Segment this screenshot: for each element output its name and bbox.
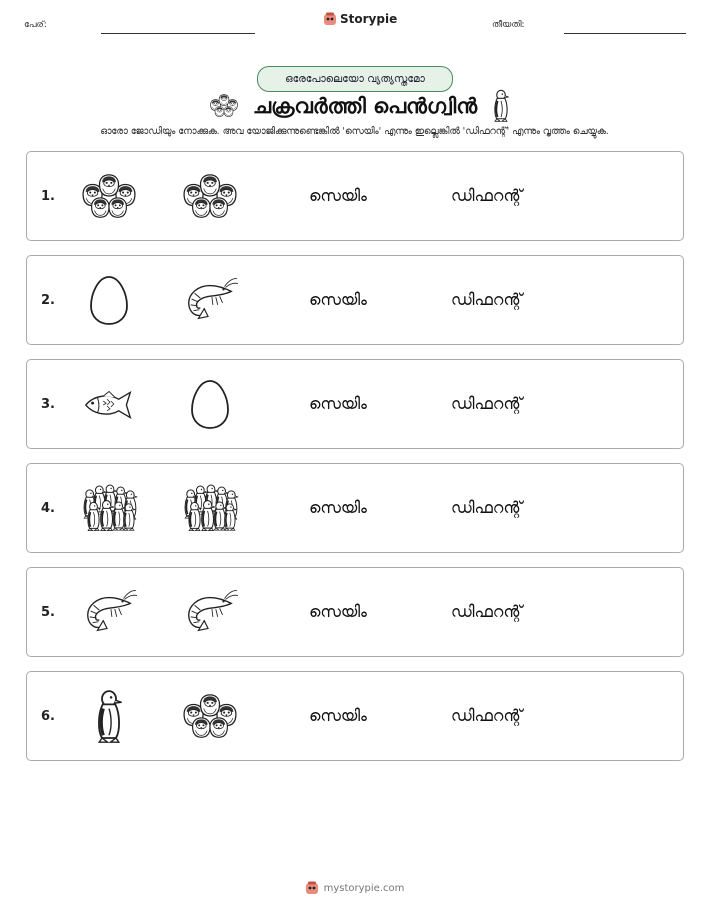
penguin-icon [491, 89, 511, 123]
same-option[interactable]: സെയിം [309, 498, 367, 517]
penguin-icon [93, 689, 125, 745]
row-number: 5. [41, 604, 55, 620]
same-option[interactable]: സെയിം [309, 394, 367, 413]
same-option[interactable]: സെയിം [309, 602, 367, 621]
exercise-row [26, 359, 684, 449]
egg-icon [190, 377, 230, 431]
date-label: തീയതി: [492, 20, 525, 30]
penguin-group-icon [209, 91, 239, 121]
different-option[interactable]: ഡിഫറന്റ് [451, 602, 523, 621]
exercise-row [26, 255, 684, 345]
different-option[interactable]: ഡിഫറന്റ് [451, 394, 523, 413]
penguin-group-icon [80, 169, 138, 225]
fish-icon [80, 377, 138, 433]
exercise-row [26, 151, 684, 241]
same-option[interactable]: സെയിം [309, 186, 367, 205]
topic-tag: ഒരേപോലെയോ വ്യത്യസ്തമോ [257, 66, 453, 92]
different-option[interactable]: ഡിഫറന്റ് [451, 498, 523, 517]
different-option[interactable]: ഡിഫറന്റ് [451, 706, 523, 725]
name-line[interactable] [101, 33, 255, 34]
same-option[interactable]: സെയിം [309, 706, 367, 725]
brand-name: Storypie [340, 12, 398, 26]
page-title: ചക്രവർത്തി പെൻഗ്വിൻ [252, 93, 478, 118]
shrimp-icon [181, 273, 239, 329]
storypie-icon [323, 12, 337, 26]
row-number: 1. [41, 188, 55, 204]
penguin-group-icon [181, 689, 239, 745]
row-number: 2. [41, 292, 55, 308]
penguin-group-icon [181, 169, 239, 225]
different-option[interactable]: ഡിഫറന്റ് [451, 186, 523, 205]
brand-logo [323, 12, 397, 26]
row-number: 6. [41, 708, 55, 724]
same-option[interactable]: സെയിം [309, 290, 367, 309]
egg-icon [89, 273, 129, 327]
footer [0, 881, 709, 895]
penguin-colony-icon [80, 481, 138, 537]
exercise-row [26, 567, 684, 657]
shrimp-icon [181, 585, 239, 641]
penguin-colony-icon [181, 481, 239, 537]
storypie-icon [305, 881, 319, 895]
exercise-row [26, 463, 684, 553]
exercise-row [26, 671, 684, 761]
footer-url[interactable]: mystorypie.com [323, 882, 405, 894]
shrimp-icon [80, 585, 138, 641]
row-number: 3. [41, 396, 55, 412]
different-option[interactable]: ഡിഫറന്റ് [451, 290, 523, 309]
page-header [0, 0, 709, 48]
instructions: ഓരോ ജോഡിയും നോക്കുക. അവ യോജിക്കുന്നുണ്ടെങ്കിൽ 'സെയിം' എന്നും ഇല്ലെങ്കിൽ 'ഡിഫറന്റ്' എന്നും വൃത്തം ചെയ്യുക. [100, 126, 609, 137]
date-line[interactable] [564, 33, 686, 34]
row-number: 4. [41, 500, 55, 516]
name-label: പേര്: [24, 20, 47, 30]
title-row [160, 88, 560, 124]
